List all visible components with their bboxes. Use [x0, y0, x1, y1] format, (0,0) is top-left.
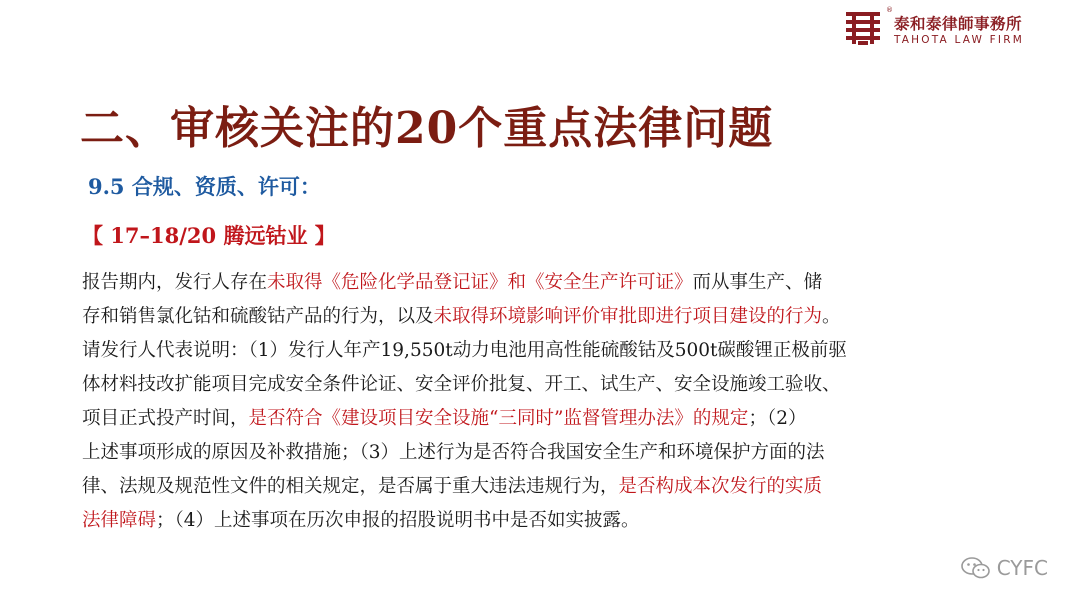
section-subtitle: 9.5 合规、资质、许可：: [88, 174, 321, 199]
watermark: [961, 556, 1048, 580]
body-paragraph: [82, 266, 1002, 538]
registered-mark: ®: [886, 6, 893, 14]
body-line: [82, 436, 1002, 470]
firm-name-en: TAHOTA LAW FIRM: [894, 34, 1024, 46]
highlight-segment: 未取得环境影响评价审批即进行项目建设的行为: [433, 306, 823, 327]
text-segment: 律、法规及规范性文件的相关规定，是否属于重大违法违规行为，: [82, 476, 619, 497]
case-label: 【 17–18/20 腾远钴业 】: [82, 223, 336, 248]
text-segment: 请发行人代表说明：（1）发行人年产19,550t动力电池用高性能硫酸钴及500t碳酸锂正极前驱: [82, 340, 847, 361]
text-segment: ；（4）上述事项在历次申报的招股说明书中是否如实披露。: [156, 510, 640, 531]
body-line: [82, 266, 1002, 300]
body-line: [82, 504, 1002, 538]
text-segment: 体材料技改扩能项目完成安全条件论证、安全评价批复、开工、试生产、安全设施竣工验收、: [82, 374, 841, 395]
body-line: [82, 402, 1002, 436]
firm-logo: [844, 6, 1054, 50]
highlight-segment: 法律障碍: [82, 510, 157, 531]
text-segment: 上述事项形成的原因及补救措施；（3）上述行为是否符合我国安全生产和环境保护方面的法: [82, 442, 825, 463]
firm-name-cn: 泰和泰律師事務所: [894, 15, 1023, 33]
body-line: [82, 300, 1002, 334]
logo-mark-icon: [844, 8, 888, 48]
highlight-segment: 未取得《危险化学品登记证》和《安全生产许可证》: [267, 272, 693, 293]
watermark-text: CYFC: [996, 556, 1048, 580]
highlight-segment: 是否符合《建设项目安全设施“三同时”监督管理办法》的规定: [248, 408, 749, 429]
slide-title: 二、审核关注的20个重点法律问题: [80, 103, 774, 154]
body-line: [82, 368, 1002, 402]
wechat-icon: [961, 556, 991, 580]
text-segment: 。: [822, 306, 841, 327]
body-line: [82, 334, 1002, 368]
body-line: [82, 470, 1002, 504]
text-segment: ；（2）: [748, 408, 807, 429]
highlight-segment: 是否构成本次发行的实质: [618, 476, 823, 497]
text-segment: 项目正式投产时间，: [82, 408, 249, 429]
text-segment: 存和销售氯化钴和硫酸钴产品的行为，以及: [82, 306, 434, 327]
text-segment: 报告期内，发行人存在: [82, 272, 268, 293]
text-segment: 而从事生产、储: [692, 272, 823, 293]
